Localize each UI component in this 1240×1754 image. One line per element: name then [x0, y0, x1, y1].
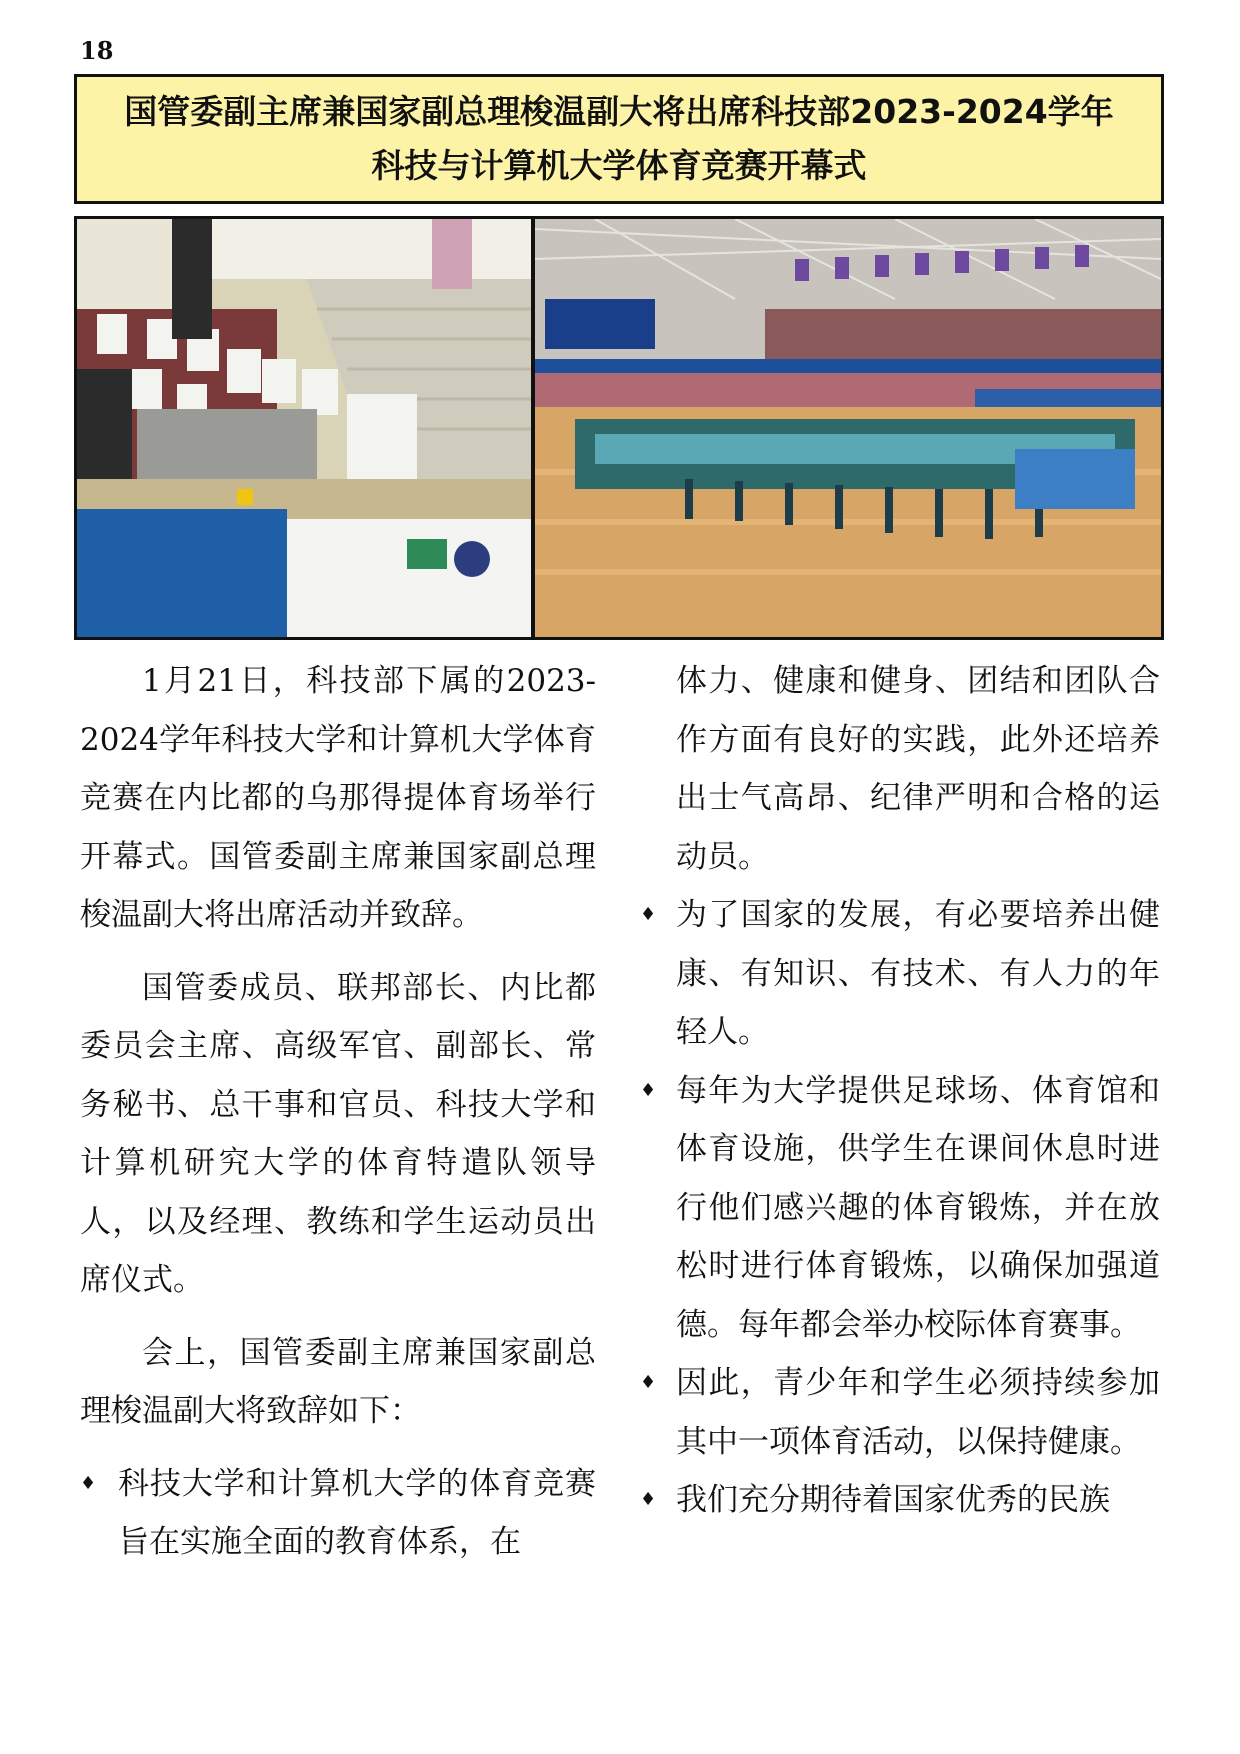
diamond-bullet-icon: ♦ [80, 1472, 97, 1494]
bullet-item [640, 1354, 1160, 1471]
left-column [80, 652, 596, 1572]
bullet-continuation: 体力、健康和健身、团结和团队合作方面有良好的实践，此外还培养出士气高昂、纪律严明和合格的运动员。 [676, 663, 1160, 875]
bullet-item [640, 886, 1160, 1062]
bullet-item [80, 1455, 596, 1572]
article-paragraph: 1月21日，科技部下属的2023-2024学年科技大学和计算机大学体育竞赛在内比都的乌那得提体育场举行开幕式。国管委副主席兼国家副总理梭温副大将出席活动并致辞。 [80, 663, 596, 933]
bullet-text: 每年为大学提供足球场、体育馆和体育设施，供学生在课间休息时进行他们感兴趣的体育锻炼，并在放松时进行体育锻炼，以确保加强道德。每年都会举办校际体育赛事。 [676, 1072, 1160, 1343]
headline-box [74, 74, 1164, 204]
diamond-bullet-icon: ♦ [640, 1079, 657, 1101]
stadium-parade-photo [535, 219, 1161, 637]
page-number: 18 [80, 36, 114, 65]
bullet-text: 科技大学和计算机大学的体育竞赛旨在实施全面的教育体系，在 [118, 1465, 596, 1560]
article-paragraph: 国管委成员、联邦部长、内比都委员会主席、高级军官、副部长、常务秘书、总干事和官员、科技大学和计算机研究大学的体育特遣队领导人，以及经理、教练和学生运动员出席仪式。 [80, 969, 596, 1298]
right-column [640, 652, 1160, 1530]
bullet-text: 我们充分期待着国家优秀的民族 [676, 1482, 1110, 1518]
diamond-bullet-icon: ♦ [640, 1372, 657, 1393]
article-paragraph: 会上，国管委副主席兼国家副总理梭温副大将致辞如下： [80, 1334, 596, 1429]
diamond-bullet-icon: ♦ [640, 904, 657, 925]
headline-line-2: 科技与计算机大学体育竞赛开幕式 [371, 146, 867, 185]
headline-line-1: 国管委副主席兼国家副总理梭温副大将出席科技部2023-2024学年 [124, 92, 1114, 131]
ceremony-speech-photo [77, 219, 531, 637]
photo-strip [74, 216, 1164, 640]
diamond-bullet-icon: ♦ [640, 1489, 657, 1510]
bullet-text: 因此，青少年和学生必须持续参加其中一项体育活动，以保持健康。 [676, 1365, 1160, 1460]
bullet-item [640, 1062, 1160, 1355]
bullet-item [640, 1471, 1160, 1530]
bullet-text: 为了国家的发展，有必要培养出健康、有知识、有技术、有人力的年轻人。 [676, 897, 1160, 1050]
